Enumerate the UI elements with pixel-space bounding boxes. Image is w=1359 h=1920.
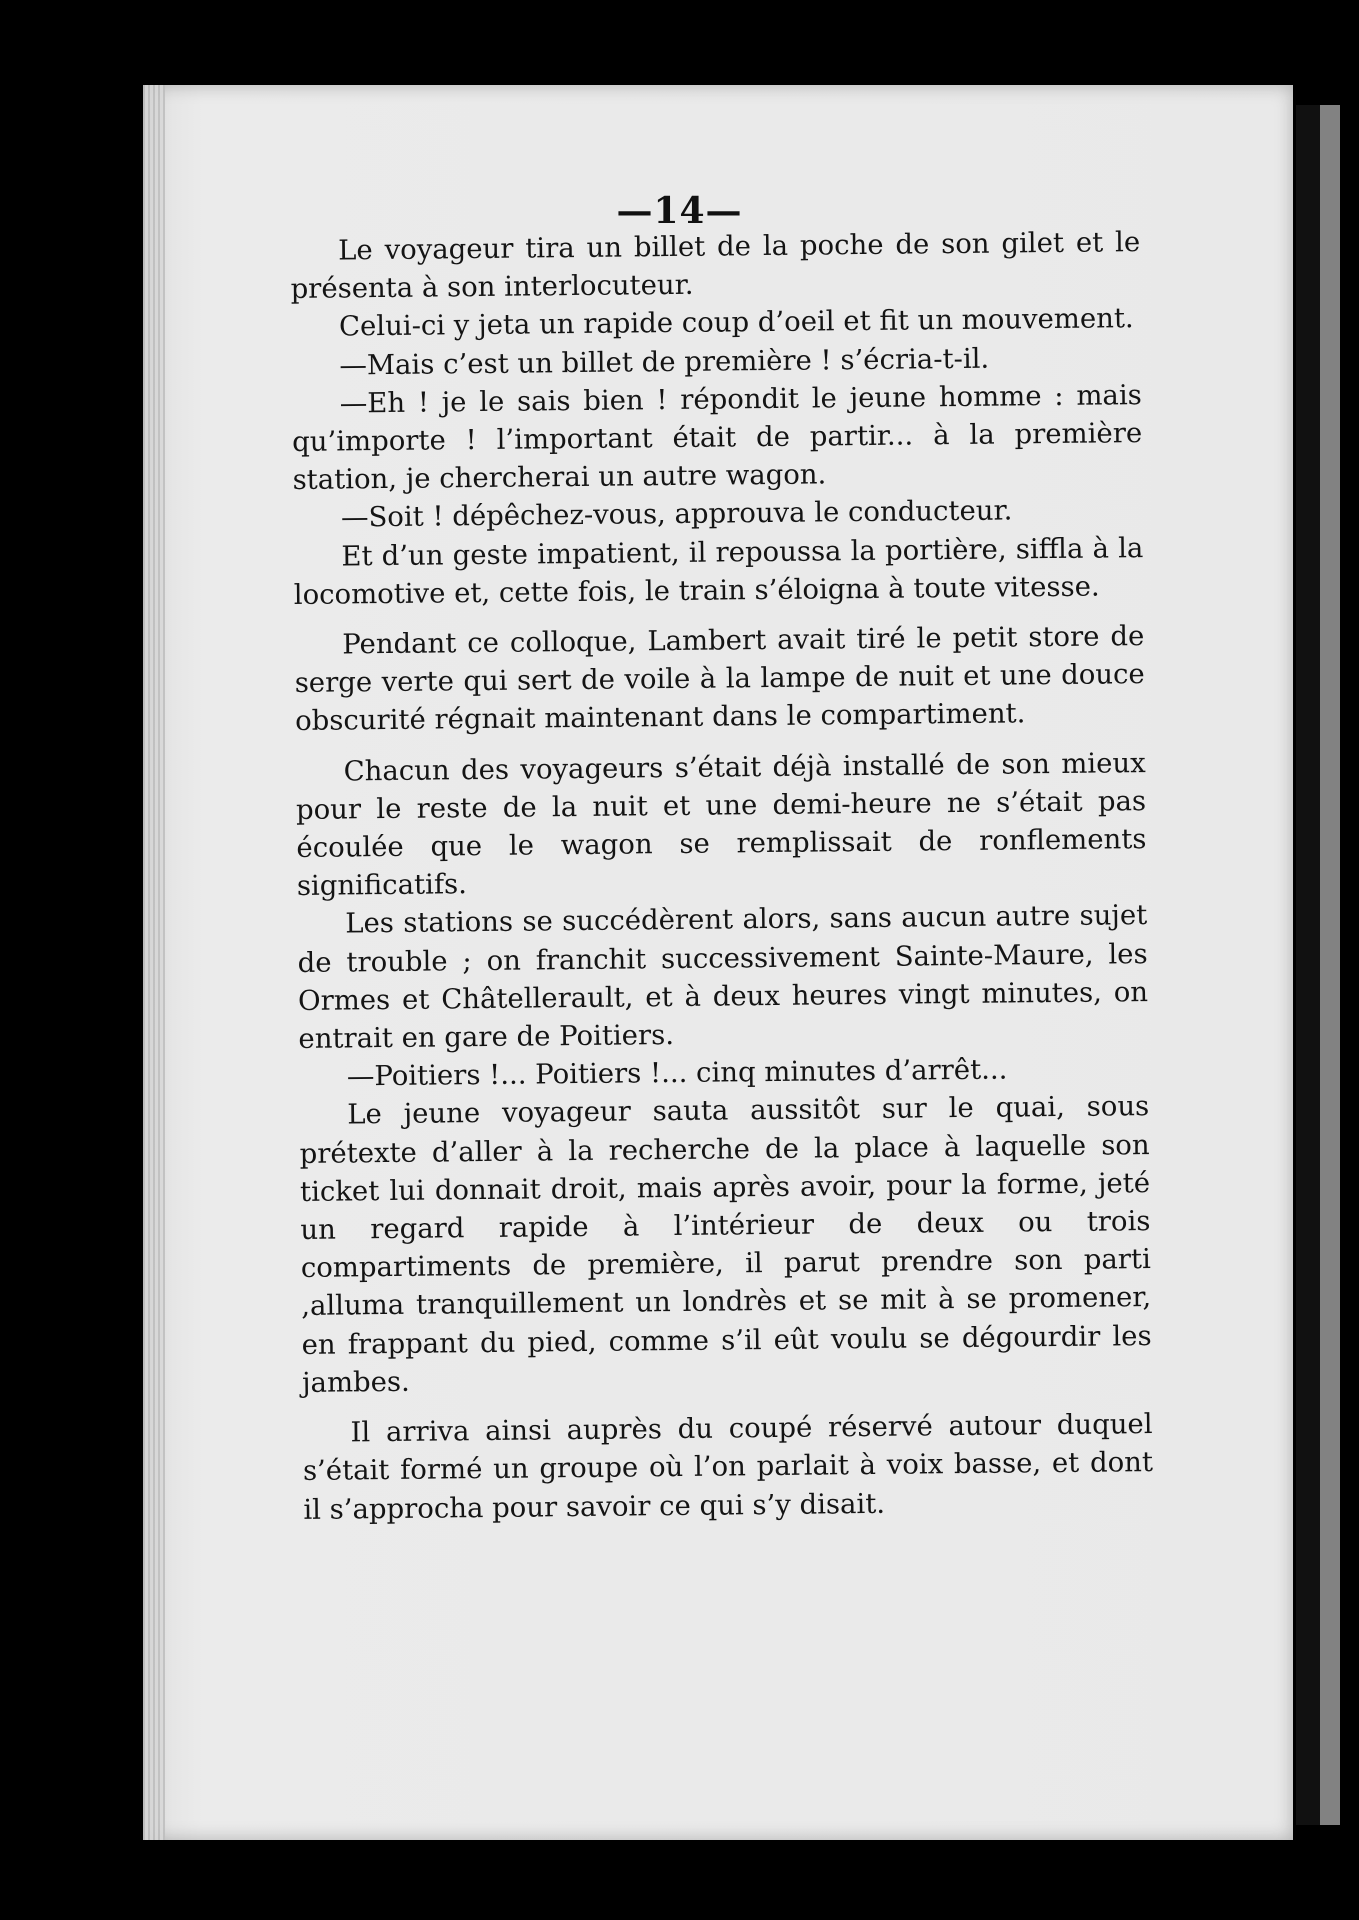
paragraph: Pendant ce colloque, Lambert avait tiré le petit store de serge verte qui sert de voile à la lampe de nuit et une douce obscurité régnait maintenant dans le compartiment. bbox=[294, 620, 1145, 738]
paragraph: Les stations se succédèrent alors, sans aucun autre sujet de trouble ; on franchit successivement Sainte-Maure, les Ormes et Châtellerault, et à deux heures vingt minutes, on entrait en gare de Poitiers. bbox=[297, 899, 1149, 1056]
paragraph: Chacun des voyageurs s’était déjà installé de son mieux pour le reste de la nuit et une demi-heure ne s’était pas écoulée que le wagon se remplissait de ronflements significatifs. bbox=[295, 746, 1147, 903]
paragraph: —Soit ! dépêchez-vous, approuva le conducteur. bbox=[340, 494, 1013, 534]
paragraph: Celui-ci y jeta un rapide coup d’oeil et fit un mouvement. bbox=[338, 302, 1134, 343]
facing-page-shadow bbox=[1296, 105, 1320, 1825]
page-text bbox=[290, 223, 1154, 1529]
paragraph: —Mais c’est un billet de première ! s’écria-t-il. bbox=[339, 342, 990, 382]
page-number: —14— bbox=[616, 190, 743, 232]
page-binding-edge bbox=[143, 85, 165, 1840]
paragraph: Et d’un geste impatient, il repoussa la portière, siffla à la locomotive et, cette fois, le train s’éloigna à toute vitesse. bbox=[293, 531, 1144, 611]
paragraph: Le voyageur tira un billet de la poche de son gilet et le présenta à son interlocuteur. bbox=[290, 226, 1141, 306]
paragraph: —Poitiers !... Poitiers !... cinq minutes d’arrêt... bbox=[346, 1053, 1008, 1093]
facing-page-edge bbox=[1320, 105, 1340, 1825]
paragraph: Il arriva ainsi auprès du coupé réservé autour duquel s’était formé un groupe où l’on parlait à voix basse, et dont il s’approcha pour savoir ce qui s’y disait. bbox=[302, 1408, 1154, 1526]
paragraph: —Eh ! je le sais bien ! répondit le jeune homme : mais qu’importe ! l’important était de partir... à la première station, je chercherai un autre wagon. bbox=[292, 378, 1143, 497]
paragraph: Le jeune voyageur sauta aussitôt sur le quai, sous prétexte d’aller à la recherche de la place à laquelle son ticket lui donnait droit, mais après avoir, pour la forme, jeté un regard rapide à l’intérieur de deux ou trois compartiments de première, il parut prendre son parti ,alluma tranquillement un londrès et se mit à se promener, en frappant du pied, comme s’il eût voulu se dégourdir les jambes. bbox=[299, 1090, 1152, 1399]
